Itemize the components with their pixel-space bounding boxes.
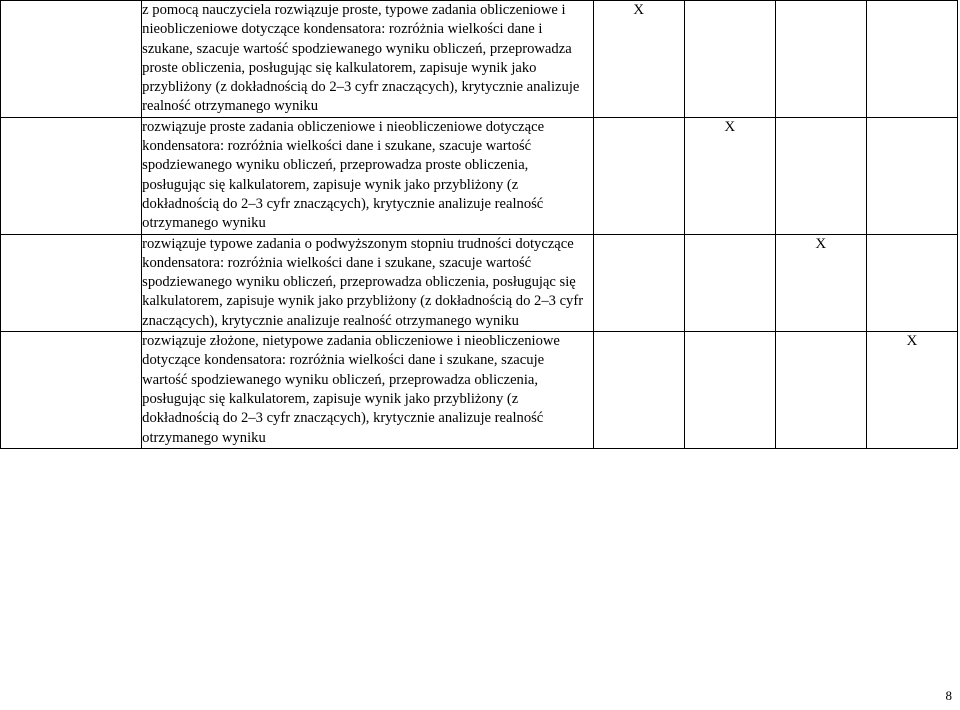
table-row [1,1,958,118]
table-row [1,234,958,331]
page-number: 8 [945,688,952,703]
level-mark [684,234,775,331]
level-mark [593,117,684,234]
blank-cell [1,1,142,118]
level-mark: X [593,1,684,118]
level-mark [866,1,957,118]
level-mark [593,234,684,331]
level-mark [593,332,684,449]
level-mark [684,332,775,449]
level-mark [684,1,775,118]
table-row [1,117,958,234]
blank-cell [1,332,142,449]
requirement-text: z pomocą nauczyciela rozwiązuje proste, typowe zadania obliczeniowe i nieobliczeniowe dotyczące kondensatora: rozróżnia wielkości dane i szukane, szacuje wartość spodziewanego wyniku obliczeń, przeprowadza proste obliczenia, posługując się kalkulatorem, zapisuje wynik jako przybliżony (z dokładnością do 2–3 cyfr znaczących), krytycznie analizuje realność otrzymanego wyniku [142,1,593,118]
level-mark: X [684,117,775,234]
level-mark: X [866,332,957,449]
level-mark [775,332,866,449]
table-row [1,332,958,449]
level-mark: X [775,234,866,331]
blank-cell [1,117,142,234]
level-mark [775,117,866,234]
requirement-text: rozwiązuje złożone, nietypowe zadania obliczeniowe i nieobliczeniowe dotyczące kondensatora: rozróżnia wielkości dane i szukane, szacuje wartość spodziewanego wyniku obliczeń, przeprowadza obliczenia, posługując się kalkulatorem, zapisuje wynik jako przybliżony (z dokładnością do 2–3 cyfr znaczących), krytycznie analizuje realność otrzymanego wyniku [142,332,593,449]
level-mark [866,117,957,234]
level-mark [866,234,957,331]
blank-cell [1,234,142,331]
level-mark [775,1,866,118]
requirement-text: rozwiązuje typowe zadania o podwyższonym stopniu trudności dotyczące kondensatora: rozróżnia wielkości dane i szukane, szacuje wartość spodziewanego wyniku obliczeń, przeprowadza obliczenia, posługując się kalkulatorem, zapisuje wynik jako przybliżony (z dokładnością do 2–3 cyfr znaczących), krytycznie analizuje realność otrzymanego wyniku [142,234,593,331]
requirement-text: rozwiązuje proste zadania obliczeniowe i nieobliczeniowe dotyczące kondensatora: rozróżnia wielkości dane i szukane, szacuje wartość spodziewanego wyniku obliczeń, przeprowadza proste obliczenia, posługując się kalkulatorem, zapisuje wynik jako przybliżony (z dokładnością do 2–3 cyfr znaczących), krytycznie analizuje realność otrzymanego wyniku [142,117,593,234]
